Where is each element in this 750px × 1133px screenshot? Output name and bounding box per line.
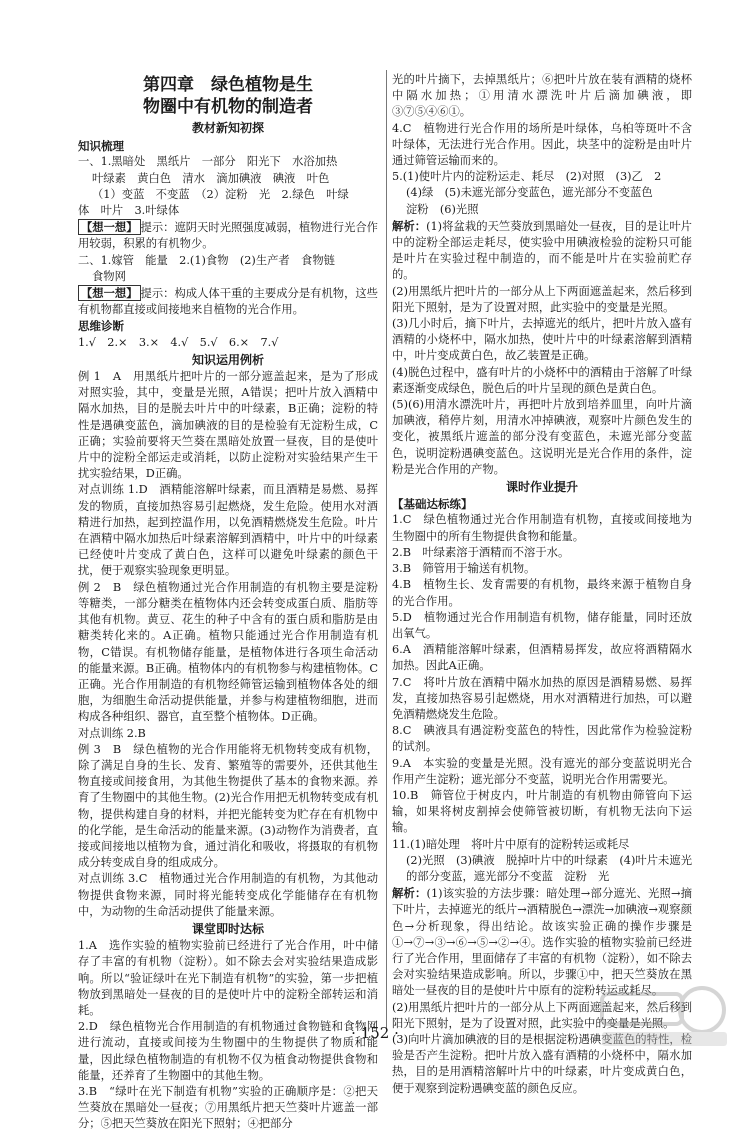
class-analysis-2: (2)用黑纸片把叶片的一部分从上下两面遮盖起来，然后移到阳光下照射，是为了设置对照，此实验中的变量是光照。: [392, 284, 692, 314]
diagnose-heading: 思维诊断: [78, 319, 124, 334]
homework-11a: 11.(1)暗处理 将叶片中原有的淀粉转运或耗尽: [392, 837, 630, 851]
homework-4: 4.B 植物生长、发育需要的有机物，最终来源于植物自身的光合作用。: [392, 578, 692, 608]
column-divider: [386, 70, 387, 1030]
analysis-label: 解析：: [392, 218, 427, 233]
think-2-label: 【想一想】: [78, 285, 141, 301]
knowledge-line-5: 二、1.嫁管 能量 2.(1)食物 (2)生产者 食物链: [78, 253, 335, 267]
example-3: 例 3 B 绿色植物的光合作用能将无机物转变成有机物，除了满足自身的生长、发育、繁殖等的需要外，还供其他生物直接或间接食用，为其他生物提供了基本的食物来源。养育了生物圈中的其他生物。(2)光合作用把无机物转变成有机物，提供构建自身的材料，并把光能转变为贮存在有机物中的化学能，是生命活动的能量来源。(3)动物作为消费者，直接或间接地以植物为食，通过消化和吸收，将摄取的有机物成分转变成自身的组成成分。: [78, 742, 378, 870]
homework-11b: (2)光照 (3)碘液 脱掉叶片中的叶绿素 (4)叶片未遮光的部分变蓝，遮光部分不变蓝 淀粉 光: [406, 853, 692, 883]
basic-heading: 【基础达标练】: [392, 497, 473, 512]
training-1: 对点训练 1.D 酒精能溶解叶绿素，而且酒精是易燃、易挥发的物质，直接加热容易引起燃烧，发生危险。使用水对酒精进行加热，起到控温作用，以免酒精燃烧发生危险。叶片在酒精中隔水加热后叶绿素溶解到酒精中，叶片中的叶绿素已经使叶片变成了黄白色，这样可以避免叶绿素的颜色干扰，便于观察实验现象更明显。: [78, 483, 378, 578]
class-analysis-5: (5)(6)用清水漂洗叶片，再把叶片放到培养皿里，向叶片滴加碘液，稍停片刻，用清水冲掉碘液，观察叶片颜色发生的变化，被黑纸片遮盖的部分没有变蓝色，未遮光部分变蓝色，说明淀粉遇碘变蓝色。这说明光是光合作用的条件，淀粉是光合作用的产物。: [392, 398, 692, 476]
homework-8: 8.C 碘液具有遇淀粉变蓝色的特性，因此常作为检验淀粉的试剂。: [392, 724, 692, 754]
homework-1: 1.C 绿色植物通过光合作用制造有机物，直接或间接地为生物圈中的所有生物提供食物和能量。: [392, 513, 692, 543]
homework-analysis-2: (2)用黑纸片把叶片的一部分从上下两面遮盖起来，然后移到阳光下照射，是为了设置对照，此实验中的变量是光照。: [392, 1000, 692, 1030]
knowledge-heading: 知识梳理: [78, 139, 124, 154]
chapter-title: [78, 74, 378, 118]
section-heading-examples: 知识运用例析: [191, 352, 264, 367]
homework-5: 5.D 植物通过光合作用制造有机物，储存能量，同时还放出氧气。: [392, 610, 692, 640]
analysis-label-2: 解析：: [392, 886, 427, 901]
think-1: [78, 219, 378, 252]
class-answer-5b: (4)绿 (5)未遮光部分变蓝色，遮光部分不变蓝色: [406, 186, 653, 200]
knowledge-line-4: 体 叶片 3.叶绿体: [78, 204, 180, 218]
homework-analysis-text: (1)该实验的方法步骤：暗处理→部分遮光、光照→摘下叶片，去掉遮光的纸片→酒精脱色→漂洗→加碘液→观察颜色→分析现象，得出结论。故该实验正确的操作步骤是①→⑦→③→⑥→⑤→②→④。选作实验的植物实验前已经进行了光合作用，里面储存了丰富的有机物（淀粉），如不除去会对实验结果造成影响。所以，步骤①中，把天竺葵放在黑暗处一昼夜的目的是使叶片中原有的淀粉转运或耗尽。: [392, 887, 692, 998]
chapter-title-line1: 第四章 绿色植物是生: [143, 75, 313, 95]
homework-6: 6.A 酒精能溶解叶绿素，但酒精易挥发，故应将酒精隔水加热。因此A正确。: [392, 643, 692, 673]
class-answer-5a: 5.(1)使叶片内的淀粉运走、耗尽 (2)对照 (3)乙 2: [392, 170, 662, 184]
right-column: [392, 72, 692, 1097]
knowledge-line-3: （1）变蓝 不变蓝 （2）淀粉 光 2.绿色 叶绿: [92, 187, 349, 201]
think-2-text: 提示：构成人体干重的主要成分是有机物，这些有机物都直接或间接地来自植物的光合作用。: [78, 287, 378, 317]
class-answer-2: 2.D 绿色植物光合作用制造的有机物通过食物链和食物网进行流动，直接或间接为生物圈中的生物提供了物质和能量，因此绿色植物制造的有机物不仅为植食动物提供食物和能量，还养育了生物圈中的其他生物。: [78, 1020, 378, 1082]
section-heading-class: 课堂即时达标: [191, 921, 264, 936]
homework-analysis-3: (3)向叶片滴加碘液的目的是根据淀粉遇碘变蓝色的特性，检验是否产生淀粉。把叶片放入盛有酒精的小烧杯中，隔水加热，目的是用酒精溶解叶片中的叶绿素，叶片变成黄白色，便于观察到淀粉遇碘变蓝的颜色反应。: [392, 1032, 692, 1095]
class-answer-3: 3.B “绿叶在光下制造有机物”实验的正确顺序是：②把天竺葵放在黑暗处一昼夜；⑦用黑纸片把天竺葵叶片遮盖一部分；⑤把天竺葵放在阳光下照射；④把部分: [78, 1084, 378, 1131]
homework-2: 2.B 叶绿素溶于酒精而不溶于水。: [392, 545, 570, 559]
knowledge-line-2: 叶绿素 黄白色 清水 滴加碘液 碘液 叶色: [92, 171, 330, 185]
analysis-text-1: (1)将盆栽的天竺葵放到黑暗处一昼夜，目的是让叶片中的淀粉全部运走耗尽，使实验中用碘液检验的淀粉只可能是叶片在实验过程中制造的，而不能是叶片在实验前贮存的。: [392, 219, 692, 282]
chapter-subtitle: 教材新知初探: [191, 121, 264, 135]
class-answer-4: 4.C 植物进行光合作用的场所是叶绿体，乌桕等斑叶不含叶绿体，无法进行光合作用。因此，块茎中的淀粉是由叶片通过筛管运输而来的。: [392, 121, 692, 168]
knowledge-line-1: 一、1.黑暗处 黑纸片 一部分 阳光下 水浴加热: [78, 155, 338, 169]
class-answer-1: 1.A 选作实验的植物实验前已经进行了光合作用，叶中储存了丰富的有机物（淀粉）。如不除去会对实验结果造成影响。所以“验证绿叶在光下制造有机物”的实验，第一步把植物放到黑暗处一昼夜的目的是使叶片中的淀粉全部转运和消耗。: [78, 939, 378, 1017]
page-number: · 152 ·: [351, 1024, 399, 1042]
homework-10: 10.B 筛管位于树皮内，叶片制造的有机物由筛管向下运输，如果将树皮割掉会使筛管被切断，有机物无法向下运输。: [392, 788, 692, 835]
section-heading-homework: 课时作业提升: [505, 480, 578, 495]
class-answer-3-cont: 光的叶片摘下，去掉黑纸片；⑥把叶片放在装有酒精的烧杯中隔水加热；①用清水漂洗叶片后滴加碘液，即③⑦⑤④⑥①。: [392, 73, 692, 119]
watermark-logo: [592, 982, 732, 1052]
diagnose-answers: 1.√ 2.× 3.× 4.√ 5.√ 6.× 7.√: [78, 335, 279, 349]
homework-3: 3.B 筛管用于输送有机物。: [392, 562, 536, 576]
left-column: [78, 72, 378, 1133]
training-3: 对点训练 3.C 植物通过光合作用制造的有机物，为其他动物提供食物来源，同时将光能转变成化学能储存在有机物中，为动物的生命活动提供了能量来源。: [78, 872, 378, 918]
chapter-title-line2: 物圈中有机物的制造者: [143, 97, 313, 117]
class-analysis-3: (3)几小时后，摘下叶片，去掉遮光的纸片，把叶片放入盛有酒精的小烧杯中，隔水加热，使叶片中的叶绿素溶解到酒精中，叶片变成黄白色，故乙装置是正确。: [392, 317, 692, 363]
example-1: 例 1 A 用黑纸片把叶片的一部分遮盖起来，是为了形成对照实验，其中，变量是光照，A错误；把叶片放入酒精中隔水加热，目的是脱去叶片中的叶绿素，B正确；淀粉的特性是遇碘变蓝色，滴加碘液的目的是检验有无淀粉生成，C正确；实验前要将天竺葵在黑暗处放置一昼夜，目的是使叶片中的淀粉全部运走或消耗，以防止淀粉对实验结果产生干扰实验结果，D正确。: [78, 370, 378, 481]
class-answer-5c: 淀粉 (6)光照: [406, 202, 479, 216]
example-2: 例 2 B 绿色植物通过光合作用制造的有机物主要是淀粉等糖类，一部分糖类在植物体内还会转变成蛋白质、脂肪等其他有机物。黄豆、花生的种子中含有的蛋白质和脂肪是由糖类转化来的。A正确。植物只能通过光合作用制造有机物，C错误。有机物储存能量，是植物体进行各项生命活动的能量来源。B正确。植物体内的有机物参与构建植物体。C正确。光合作用制造的有机物经筛管运输到植物体各处的细胞，为细胞生命活动提供能量，并参与构建植物细胞，进而构成各种组织、器官，直至整个植物体。D正确。: [78, 580, 378, 724]
homework-7: 7.C 将叶片放在酒精中隔水加热的原因是酒精易燃、易挥发，直接加热容易引起燃烧，用水对酒精进行加热，可以避免酒精燃烧发生危险。: [392, 675, 692, 721]
class-analysis-4: (4)脱色过程中，盛有叶片的小烧杯中的酒精由于溶解了叶绿素逐渐变成绿色，脱色后的叶片呈现的颜色是黄白色。: [392, 365, 692, 395]
homework-9: 9.A 本实验的变量是光照。没有遮光的部分变蓝说明光合作用产生淀粉；遮光部分不变蓝，说明光合作用需要光。: [392, 756, 692, 786]
class-analysis-1: [392, 218, 692, 284]
think-2: [78, 285, 378, 318]
training-2: 对点训练 2.B: [78, 726, 146, 740]
knowledge-line-6: 食物网: [92, 269, 126, 283]
think-1-text: 提示：遮阴天时光照强度减弱，植物进行光合作用较弱，积累的有机物少。: [78, 221, 378, 251]
think-1-label: 【想一想】: [78, 219, 141, 235]
